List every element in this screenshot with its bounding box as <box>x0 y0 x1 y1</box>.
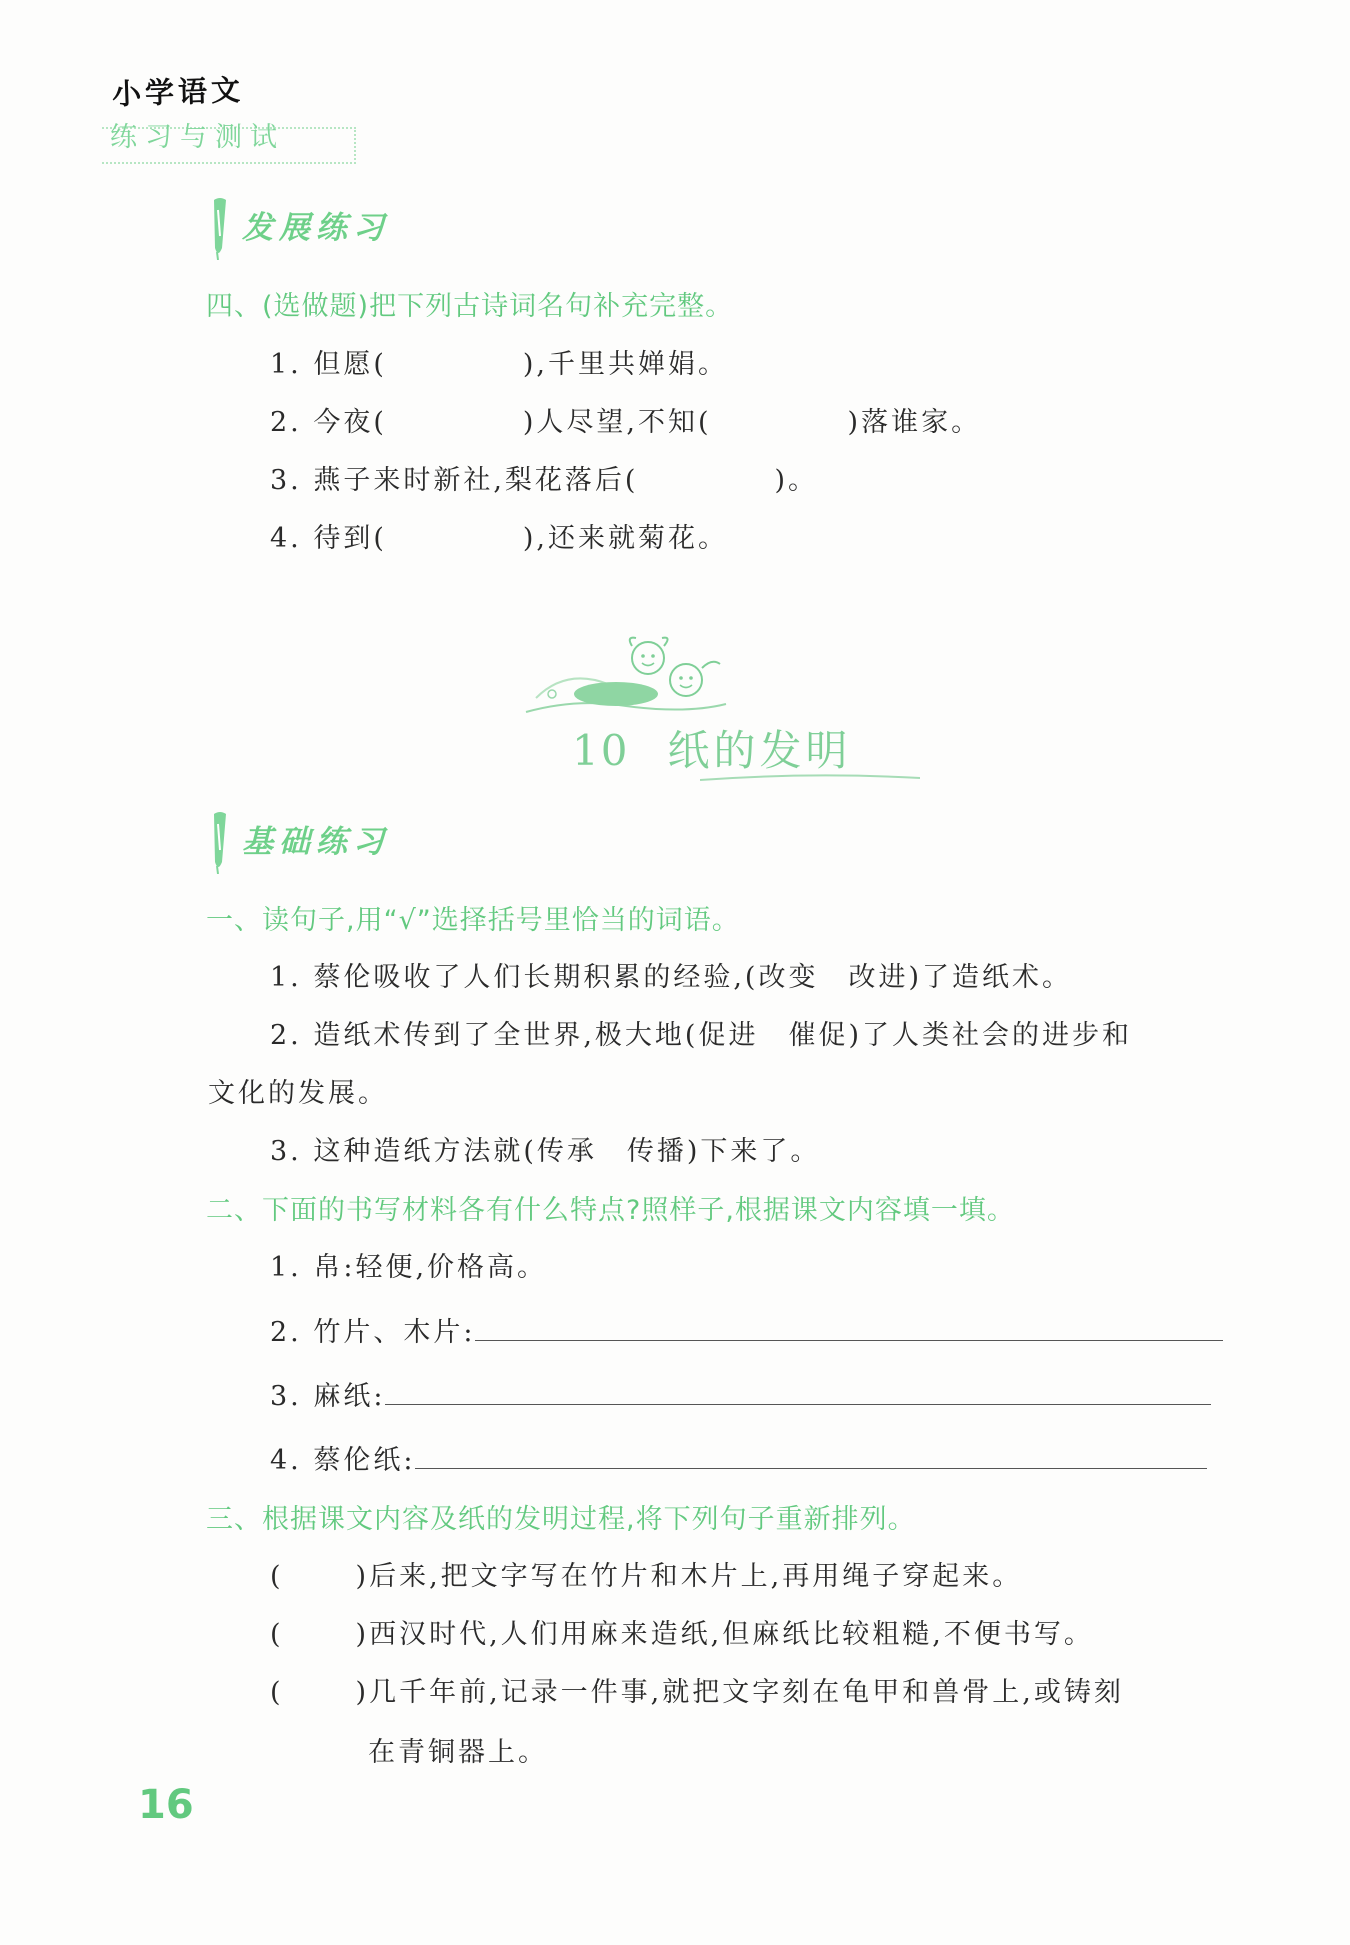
title-swoosh-decoration <box>700 770 920 786</box>
q1-sentence-2b: 文化的发展。 <box>208 1078 388 1109</box>
q4-item-1-text-a: 1. 但愿( <box>270 349 387 380</box>
lesson-title <box>572 718 851 778</box>
answer-line[interactable] <box>385 1382 1211 1405</box>
q1-sentence-1: 1. 蔡伦吸收了人们长期积累的经验,(改变 改进)了造纸术。 <box>270 962 1072 993</box>
q4-title: 四、(选做题)把下列古诗词名句补充完整。 <box>206 291 734 322</box>
q3-item-1 <box>270 1554 1022 1593</box>
children-illustration <box>516 628 736 720</box>
q4-item-2-text-c: )落谁家。 <box>847 407 982 438</box>
q4-item-3-text-a: 3. 燕子来时新社,梨花落后( <box>270 465 639 496</box>
lesson-number: 10 <box>572 726 630 775</box>
q4-item-4 <box>270 516 728 555</box>
q1-sentence-3: 3. 这种造纸方法就(传承 传播)下来了。 <box>270 1136 821 1167</box>
q4-item-4-text-b: ),还来就菊花。 <box>522 523 729 554</box>
order-bracket[interactable]: ( ) <box>270 1619 370 1650</box>
q1-sentence-2a: 2. 造纸术传到了全世界,极大地(促进 催促)了人类社会的进步和 <box>270 1020 1132 1051</box>
q4-item-3-text-b: )。 <box>774 465 819 496</box>
q2-item-bamboo-label: 2. 竹片、木片: <box>270 1317 476 1348</box>
q4-item-2 <box>270 400 981 439</box>
q2-item-bamboo <box>270 1310 1223 1349</box>
q2-item-hemp-label: 3. 麻纸: <box>270 1381 386 1412</box>
brand-subtitle: 练习与测试 <box>110 122 285 153</box>
q4-item-4-text-a: 4. 待到( <box>270 523 387 554</box>
q1-title: 一、读句子,用“√”选择括号里恰当的词语。 <box>206 905 740 936</box>
q3-item-1-text: 后来,把文字写在竹片和木片上,再用绳子穿起来。 <box>369 1561 1023 1592</box>
brand-title: 小学语文 <box>111 72 245 112</box>
q2-example: 1. 帛:轻便,价格高。 <box>270 1252 548 1283</box>
q2-item-cailun <box>270 1438 1207 1477</box>
page-number: 16 <box>138 1782 194 1828</box>
q4-item-3 <box>270 458 818 497</box>
q3-item-2-text: 西汉时代,人们用麻来造纸,但麻纸比较粗糙,不便书写。 <box>369 1619 1094 1650</box>
lesson-name: 纸的发明 <box>667 726 852 775</box>
pencil-icon <box>206 196 232 260</box>
q3-item-3 <box>270 1670 1124 1709</box>
q4-item-2-text-a: 2. 今夜( <box>270 407 387 438</box>
q3-item-2 <box>270 1612 1094 1651</box>
section-develop-label: 发展练习 <box>242 210 390 246</box>
answer-line[interactable] <box>475 1318 1223 1341</box>
q3-item-3-text: 几千年前,记录一件事,就把文字刻在龟甲和兽骨上,或铸刻 <box>369 1677 1124 1708</box>
q4-item-1 <box>270 342 728 381</box>
q2-item-cailun-label: 4. 蔡伦纸: <box>270 1445 416 1476</box>
q2-item-hemp <box>270 1374 1211 1413</box>
q3-title: 三、根据课文内容及纸的发明过程,将下列句子重新排列。 <box>206 1504 916 1535</box>
answer-line[interactable] <box>415 1446 1207 1469</box>
pencil-icon <box>206 810 232 874</box>
q4-item-2-text-b: )人尽望,不知( <box>522 407 712 438</box>
section-basic-label: 基础练习 <box>242 824 390 860</box>
q2-title: 二、下面的书写材料各有什么特点?照样子,根据课文内容填一填。 <box>206 1195 1015 1226</box>
q3-item-3-continued: 在青铜器上。 <box>368 1737 548 1768</box>
order-bracket[interactable]: ( ) <box>270 1677 370 1708</box>
q4-item-1-text-b: ),千里共婵娟。 <box>522 349 729 380</box>
order-bracket[interactable]: ( ) <box>270 1561 370 1592</box>
